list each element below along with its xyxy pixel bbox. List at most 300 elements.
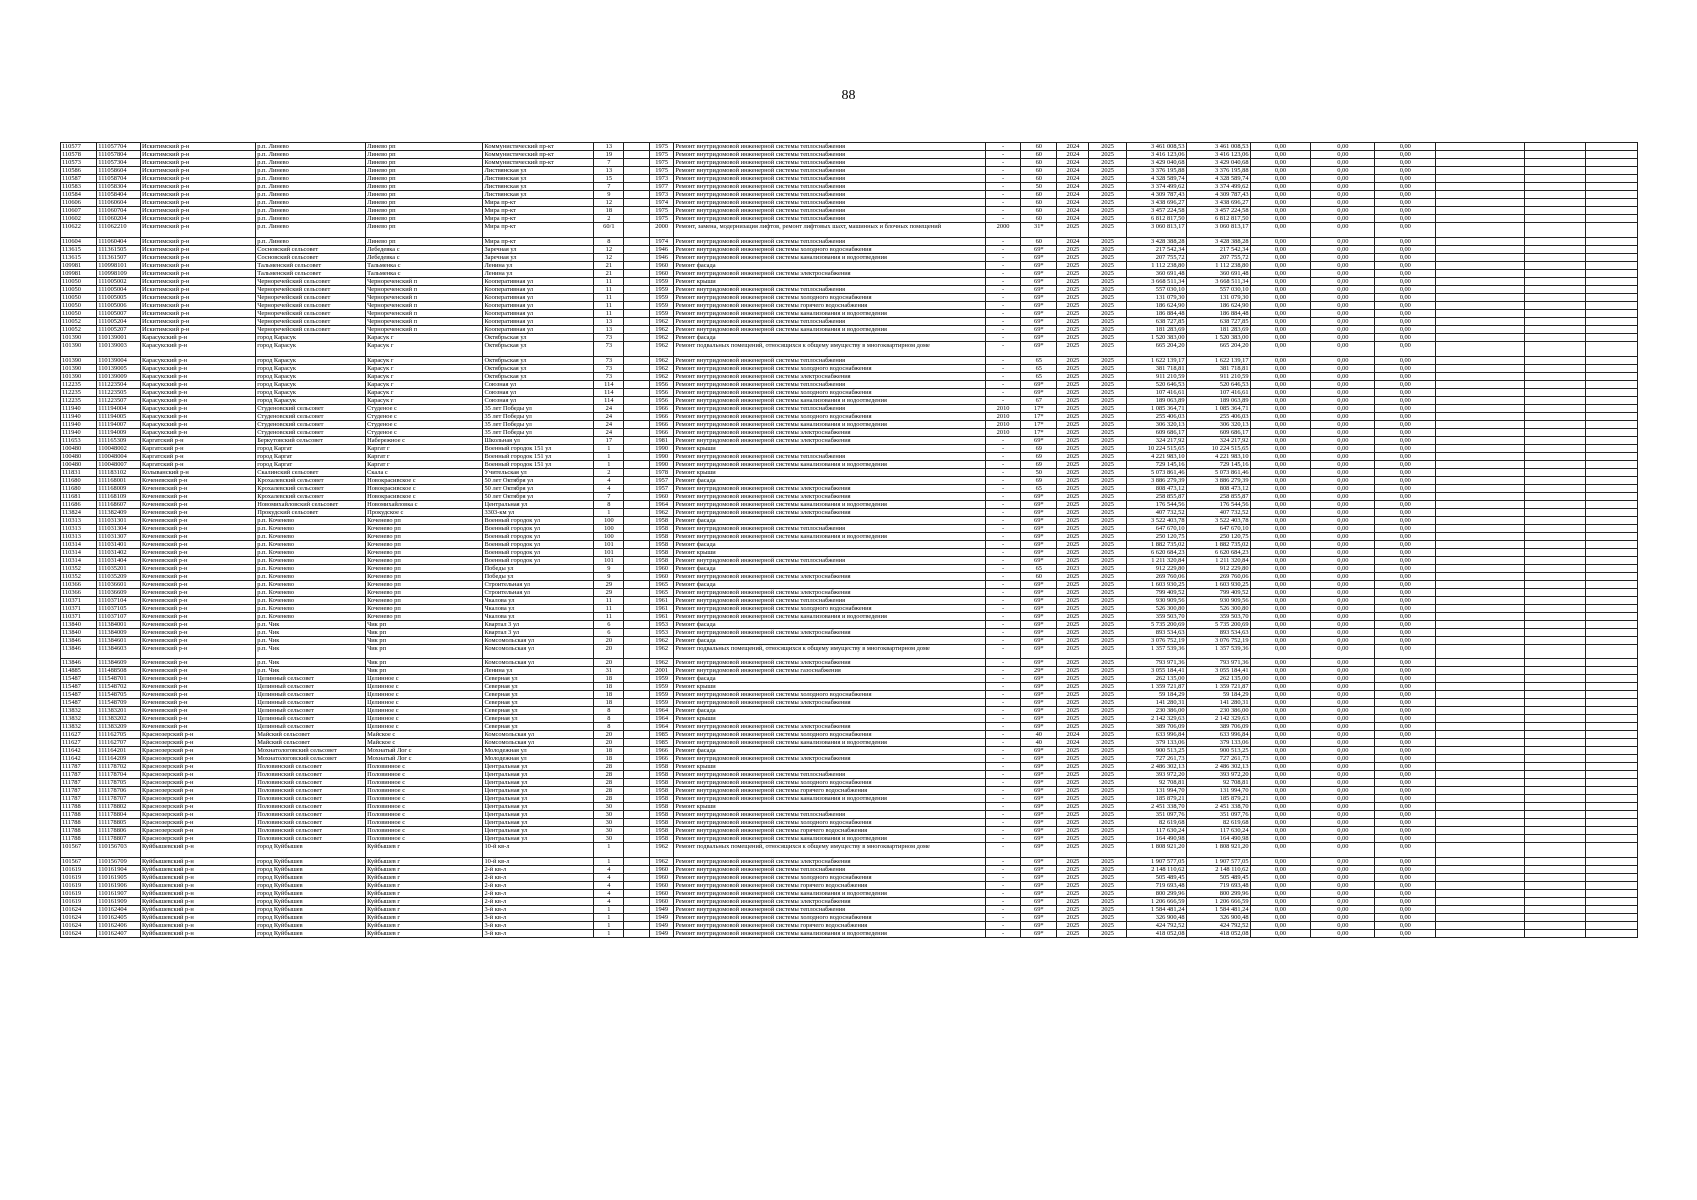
cell-total-cost: 520 646,53 bbox=[1126, 380, 1186, 388]
cell-last-repair-year: - bbox=[985, 460, 1020, 468]
cell-budget-local: 0,00 bbox=[1375, 572, 1436, 580]
cell-house-number: 29 bbox=[594, 580, 624, 588]
cell-empty bbox=[1585, 364, 1637, 372]
cell-plan-end: 2025 bbox=[1089, 819, 1126, 827]
cell-municipality: город Каргат bbox=[256, 452, 366, 460]
cell-empty bbox=[1524, 819, 1585, 827]
cell-empty bbox=[1524, 898, 1585, 906]
cell-house-id: 113832 bbox=[61, 723, 97, 731]
cell-year-built: 1964 bbox=[649, 707, 674, 715]
cell-work-id: 111005207 bbox=[97, 325, 141, 333]
cell-house-number: 114 bbox=[594, 380, 624, 388]
cell-budget-regional: 0,00 bbox=[1311, 285, 1375, 293]
cell-street: Союзная ул bbox=[483, 396, 594, 404]
cell-plan-end: 2025 bbox=[1089, 843, 1126, 858]
cell-building bbox=[624, 388, 650, 396]
cell-plan-start: 2025 bbox=[1057, 922, 1089, 930]
cell-plan-end: 2025 bbox=[1089, 428, 1126, 436]
cell-budget-regional: 0,00 bbox=[1311, 428, 1375, 436]
cell-budget-local: 0,00 bbox=[1375, 293, 1436, 301]
cell-wear: 69* bbox=[1021, 325, 1057, 333]
cell-work-id: 111488508 bbox=[97, 667, 141, 675]
cell-plan-end: 2025 bbox=[1089, 930, 1126, 938]
cell-building bbox=[624, 468, 650, 476]
cell-settlement: Каргат г bbox=[366, 460, 483, 468]
cell-work-id: 111178705 bbox=[97, 779, 141, 787]
cell-street: Мира пр-кт bbox=[483, 223, 594, 238]
cell-wear: 69* bbox=[1021, 620, 1057, 628]
cell-empty bbox=[1524, 444, 1585, 452]
cell-settlement: Целинное с bbox=[366, 707, 483, 715]
cell-empty bbox=[1524, 811, 1585, 819]
cell-building bbox=[624, 444, 650, 452]
cell-total-cost: 418 052,08 bbox=[1126, 930, 1186, 938]
cell-street: Листвянская ул bbox=[483, 191, 594, 199]
cell-building bbox=[624, 795, 650, 803]
cell-budget-federal: 0,00 bbox=[1250, 548, 1311, 556]
cell-plan-end: 2025 bbox=[1089, 452, 1126, 460]
cell-budget-federal: 0,00 bbox=[1250, 468, 1311, 476]
cell-work-type: Ремонт фасада bbox=[674, 636, 986, 644]
table-row bbox=[61, 858, 1638, 866]
cell-budget-federal: 0,00 bbox=[1250, 253, 1311, 261]
cell-house-id: 110371 bbox=[61, 612, 97, 620]
cell-street: Октябрьская ул bbox=[483, 356, 594, 364]
table-row bbox=[61, 223, 1638, 238]
cell-fund-cost: 262 135,00 bbox=[1186, 675, 1250, 683]
cell-wear: 69* bbox=[1021, 811, 1057, 819]
cell-last-repair-year: 2010 bbox=[985, 420, 1020, 428]
cell-year-built: 1977 bbox=[649, 183, 674, 191]
cell-municipality: город Каргат bbox=[256, 460, 366, 468]
cell-work-type: Ремонт внутридомовой инженерной системы холодного водоснабжения bbox=[674, 245, 986, 253]
table-row bbox=[61, 667, 1638, 675]
cell-empty bbox=[1436, 827, 1525, 835]
cell-district: Коченевский р-н bbox=[141, 556, 256, 564]
cell-fund-cost: 799 409,52 bbox=[1186, 588, 1250, 596]
cell-empty bbox=[1436, 659, 1525, 667]
cell-street: Центральная ул bbox=[483, 827, 594, 835]
cell-street: Военный городок ул bbox=[483, 540, 594, 548]
cell-empty bbox=[1585, 898, 1637, 906]
cell-building bbox=[624, 508, 650, 516]
cell-total-cost: 5 073 861,46 bbox=[1126, 468, 1186, 476]
cell-fund-cost: 59 184,29 bbox=[1186, 691, 1250, 699]
cell-municipality: р.п. Коченево bbox=[256, 596, 366, 604]
cell-house-id: 110586 bbox=[61, 167, 97, 175]
cell-wear: 69* bbox=[1021, 755, 1057, 763]
cell-house-id: 111787 bbox=[61, 763, 97, 771]
cell-house-number: 6 bbox=[594, 628, 624, 636]
cell-building bbox=[624, 556, 650, 564]
cell-last-repair-year: - bbox=[985, 580, 1020, 588]
cell-wear: 69* bbox=[1021, 747, 1057, 755]
cell-settlement: Линево рп bbox=[366, 237, 483, 245]
cell-building bbox=[624, 460, 650, 468]
table-row bbox=[61, 612, 1638, 620]
cell-total-cost: 1 603 930,25 bbox=[1126, 580, 1186, 588]
cell-empty bbox=[1524, 412, 1585, 420]
cell-street: Северная ул bbox=[483, 675, 594, 683]
cell-house-number: 1 bbox=[594, 858, 624, 866]
cell-wear: 69* bbox=[1021, 436, 1057, 444]
cell-budget-federal: 0,00 bbox=[1250, 199, 1311, 207]
cell-work-id: 111183102 bbox=[97, 468, 141, 476]
cell-house-number: 17 bbox=[594, 436, 624, 444]
cell-work-id: 111168109 bbox=[97, 492, 141, 500]
cell-empty bbox=[1524, 309, 1585, 317]
cell-last-repair-year: - bbox=[985, 261, 1020, 269]
cell-house-id: 101624 bbox=[61, 922, 97, 930]
cell-district: Коченевский р-н bbox=[141, 476, 256, 484]
cell-building bbox=[624, 452, 650, 460]
cell-year-built: 1961 bbox=[649, 612, 674, 620]
cell-settlement: Коченево рп bbox=[366, 612, 483, 620]
cell-total-cost: 207 755,72 bbox=[1126, 253, 1186, 261]
cell-empty bbox=[1524, 667, 1585, 675]
cell-empty bbox=[1436, 564, 1525, 572]
cell-empty bbox=[1524, 253, 1585, 261]
cell-settlement: Студеное с bbox=[366, 412, 483, 420]
cell-empty bbox=[1524, 771, 1585, 779]
cell-house-number: 18 bbox=[594, 675, 624, 683]
cell-settlement: Коченево рп bbox=[366, 580, 483, 588]
cell-work-id: 110162406 bbox=[97, 922, 141, 930]
cell-wear: 69* bbox=[1021, 715, 1057, 723]
cell-budget-regional: 0,00 bbox=[1311, 508, 1375, 516]
cell-total-cost: 217 542,34 bbox=[1126, 245, 1186, 253]
cell-empty bbox=[1436, 356, 1525, 364]
cell-total-cost: 5 735 200,69 bbox=[1126, 620, 1186, 628]
cell-budget-local: 0,00 bbox=[1375, 667, 1436, 675]
cell-plan-start: 2025 bbox=[1057, 301, 1089, 309]
cell-total-cost: 3 428 388,28 bbox=[1126, 237, 1186, 245]
cell-budget-regional: 0,00 bbox=[1311, 364, 1375, 372]
cell-empty bbox=[1436, 468, 1525, 476]
cell-building bbox=[624, 143, 650, 151]
cell-street: 50 лет Октября ул bbox=[483, 492, 594, 500]
cell-house-number: 21 bbox=[594, 261, 624, 269]
cell-total-cost: 930 909,56 bbox=[1126, 596, 1186, 604]
cell-empty bbox=[1524, 707, 1585, 715]
cell-work-type: Ремонт внутридомовой инженерной системы канализования и водоотведения bbox=[674, 253, 986, 261]
cell-house-id: 113846 bbox=[61, 659, 97, 667]
cell-settlement: Коченево рп bbox=[366, 516, 483, 524]
cell-budget-federal: 0,00 bbox=[1250, 223, 1311, 238]
cell-wear: 69* bbox=[1021, 922, 1057, 930]
cell-empty bbox=[1585, 325, 1637, 333]
cell-wear: 69* bbox=[1021, 556, 1057, 564]
cell-total-cost: 1 520 383,00 bbox=[1126, 333, 1186, 341]
cell-house-id: 112235 bbox=[61, 380, 97, 388]
cell-budget-regional: 0,00 bbox=[1311, 500, 1375, 508]
cell-work-id: 110139004 bbox=[97, 356, 141, 364]
cell-budget-regional: 0,00 bbox=[1311, 636, 1375, 644]
cell-wear: 50 bbox=[1021, 468, 1057, 476]
cell-budget-local: 0,00 bbox=[1375, 699, 1436, 707]
cell-work-type: Ремонт внутридомовой инженерной системы горячего водоснабжения bbox=[674, 301, 986, 309]
cell-empty bbox=[1524, 167, 1585, 175]
cell-last-repair-year: - bbox=[985, 930, 1020, 938]
cell-budget-regional: 0,00 bbox=[1311, 699, 1375, 707]
cell-fund-cost: 306 320,13 bbox=[1186, 420, 1250, 428]
cell-empty bbox=[1585, 739, 1637, 747]
cell-house-id: 111788 bbox=[61, 811, 97, 819]
cell-district: Искитимский р-н bbox=[141, 151, 256, 159]
cell-house-number: 101 bbox=[594, 548, 624, 556]
cell-budget-regional: 0,00 bbox=[1311, 540, 1375, 548]
cell-settlement: Половинное с bbox=[366, 811, 483, 819]
cell-empty bbox=[1585, 277, 1637, 285]
cell-total-cost: 1 085 364,71 bbox=[1126, 404, 1186, 412]
cell-fund-cost: 185 879,21 bbox=[1186, 795, 1250, 803]
cell-street: Военный городок ул bbox=[483, 524, 594, 532]
cell-budget-regional: 0,00 bbox=[1311, 191, 1375, 199]
cell-plan-end: 2025 bbox=[1089, 269, 1126, 277]
cell-house-number: 13 bbox=[594, 143, 624, 151]
cell-district: Краснозерский р-н bbox=[141, 771, 256, 779]
cell-empty bbox=[1524, 747, 1585, 755]
cell-plan-start: 2025 bbox=[1057, 364, 1089, 372]
cell-work-type: Ремонт фасада bbox=[674, 476, 986, 484]
cell-budget-federal: 0,00 bbox=[1250, 508, 1311, 516]
cell-last-repair-year: 2000 bbox=[985, 223, 1020, 238]
cell-total-cost: 4 221 983,10 bbox=[1126, 452, 1186, 460]
cell-last-repair-year: - bbox=[985, 914, 1020, 922]
cell-empty bbox=[1436, 277, 1525, 285]
cell-building bbox=[624, 572, 650, 580]
cell-empty bbox=[1436, 548, 1525, 556]
cell-fund-cost: 1 622 139,17 bbox=[1186, 356, 1250, 364]
cell-empty bbox=[1436, 428, 1525, 436]
cell-street: Коммунистический пр-кт bbox=[483, 159, 594, 167]
cell-municipality: р.п. Линево bbox=[256, 151, 366, 159]
cell-street: Школьная ул bbox=[483, 436, 594, 444]
cell-building bbox=[624, 245, 650, 253]
cell-settlement: Карасук г bbox=[366, 333, 483, 341]
cell-budget-regional: 0,00 bbox=[1311, 691, 1375, 699]
cell-building bbox=[624, 191, 650, 199]
cell-budget-local: 0,00 bbox=[1375, 898, 1436, 906]
cell-district: Коченевский р-н bbox=[141, 707, 256, 715]
cell-building bbox=[624, 691, 650, 699]
cell-empty bbox=[1585, 763, 1637, 771]
cell-year-built: 1960 bbox=[649, 882, 674, 890]
cell-wear: 69* bbox=[1021, 612, 1057, 620]
table-row bbox=[61, 874, 1638, 882]
cell-street: Северная ул bbox=[483, 723, 594, 731]
cell-settlement: Коченево рп bbox=[366, 524, 483, 532]
cell-municipality: р.п. Линево bbox=[256, 237, 366, 245]
cell-total-cost: 117 630,24 bbox=[1126, 827, 1186, 835]
cell-budget-federal: 0,00 bbox=[1250, 388, 1311, 396]
cell-budget-local: 0,00 bbox=[1375, 858, 1436, 866]
cell-district: Коченевский р-н bbox=[141, 500, 256, 508]
cell-district: Искитимский р-н bbox=[141, 223, 256, 238]
cell-district: Коченевский р-н bbox=[141, 508, 256, 516]
cell-building bbox=[624, 755, 650, 763]
cell-building bbox=[624, 309, 650, 317]
cell-work-type: Ремонт внутридомовой инженерной системы теплоснабжения bbox=[674, 285, 986, 293]
table-row bbox=[61, 580, 1638, 588]
cell-last-repair-year: - bbox=[985, 771, 1020, 779]
cell-last-repair-year: - bbox=[985, 731, 1020, 739]
cell-settlement: Линево рп bbox=[366, 207, 483, 215]
cell-empty bbox=[1436, 516, 1525, 524]
cell-budget-federal: 0,00 bbox=[1250, 524, 1311, 532]
table-row bbox=[61, 683, 1638, 691]
cell-year-built: 1962 bbox=[649, 508, 674, 516]
cell-building bbox=[624, 159, 650, 167]
cell-house-id: 111940 bbox=[61, 420, 97, 428]
cell-empty bbox=[1585, 452, 1637, 460]
cell-wear: 69* bbox=[1021, 269, 1057, 277]
cell-plan-start: 2024 bbox=[1057, 199, 1089, 207]
cell-fund-cost: 141 280,31 bbox=[1186, 699, 1250, 707]
cell-last-repair-year: - bbox=[985, 659, 1020, 667]
cell-house-id: 111680 bbox=[61, 484, 97, 492]
cell-district: Искитимский р-н bbox=[141, 215, 256, 223]
cell-budget-local: 0,00 bbox=[1375, 436, 1436, 444]
cell-budget-local: 0,00 bbox=[1375, 628, 1436, 636]
cell-empty bbox=[1524, 223, 1585, 238]
cell-street: Октябрьская ул bbox=[483, 364, 594, 372]
cell-building bbox=[624, 175, 650, 183]
cell-year-built: 1974 bbox=[649, 199, 674, 207]
cell-house-id: 101619 bbox=[61, 866, 97, 874]
cell-district: Карасукский р-н bbox=[141, 356, 256, 364]
cell-work-id: 110048002 bbox=[97, 444, 141, 452]
cell-plan-end: 2025 bbox=[1089, 874, 1126, 882]
cell-budget-federal: 0,00 bbox=[1250, 428, 1311, 436]
cell-district: Коченевский р-н bbox=[141, 572, 256, 580]
cell-municipality: р.п. Коченево bbox=[256, 556, 366, 564]
cell-house-number: 18 bbox=[594, 747, 624, 755]
cell-work-id: 110048007 bbox=[97, 460, 141, 468]
cell-empty bbox=[1524, 763, 1585, 771]
cell-municipality: город Карасук bbox=[256, 364, 366, 372]
cell-empty bbox=[1585, 890, 1637, 898]
cell-year-built: 1960 bbox=[649, 261, 674, 269]
cell-district: Коченевский р-н bbox=[141, 683, 256, 691]
cell-work-type: Ремонт внутридомовой инженерной системы холодного водоснабжения bbox=[674, 412, 986, 420]
cell-municipality: город Куйбышев bbox=[256, 898, 366, 906]
cell-house-id: 110313 bbox=[61, 532, 97, 540]
cell-building bbox=[624, 285, 650, 293]
cell-municipality: Черноречейский сельсовет bbox=[256, 285, 366, 293]
cell-work-id: 111060604 bbox=[97, 199, 141, 207]
cell-street: Кооперативная ул bbox=[483, 325, 594, 333]
cell-empty bbox=[1436, 540, 1525, 548]
cell-budget-local: 0,00 bbox=[1375, 795, 1436, 803]
cell-budget-federal: 0,00 bbox=[1250, 675, 1311, 683]
cell-settlement: Карасук г bbox=[366, 356, 483, 364]
cell-plan-end: 2025 bbox=[1089, 532, 1126, 540]
cell-municipality: город Куйбышев bbox=[256, 843, 366, 858]
table-row bbox=[61, 556, 1638, 564]
cell-budget-local: 0,00 bbox=[1375, 444, 1436, 452]
cell-building bbox=[624, 683, 650, 691]
cell-empty bbox=[1585, 215, 1637, 223]
cell-plan-end: 2025 bbox=[1089, 261, 1126, 269]
cell-empty bbox=[1524, 779, 1585, 787]
cell-year-built: 1959 bbox=[649, 309, 674, 317]
cell-building bbox=[624, 779, 650, 787]
cell-budget-federal: 0,00 bbox=[1250, 183, 1311, 191]
cell-plan-end: 2025 bbox=[1089, 906, 1126, 914]
cell-empty bbox=[1436, 715, 1525, 723]
cell-empty bbox=[1585, 476, 1637, 484]
table-row bbox=[61, 620, 1638, 628]
cell-plan-end: 2025 bbox=[1089, 715, 1126, 723]
cell-building bbox=[624, 811, 650, 819]
cell-budget-regional: 0,00 bbox=[1311, 215, 1375, 223]
cell-budget-federal: 0,00 bbox=[1250, 787, 1311, 795]
cell-settlement: Куйбышев г bbox=[366, 930, 483, 938]
cell-work-type: Ремонт внутридомовой инженерной системы канализования и водоотведения bbox=[674, 532, 986, 540]
cell-plan-end: 2025 bbox=[1089, 612, 1126, 620]
cell-house-number: 30 bbox=[594, 835, 624, 843]
cell-work-id: 111361505 bbox=[97, 245, 141, 253]
cell-wear: 69* bbox=[1021, 819, 1057, 827]
cell-work-id: 111031304 bbox=[97, 524, 141, 532]
cell-work-type: Ремонт внутридомовой инженерной системы теплоснабжения bbox=[674, 524, 986, 532]
cell-last-repair-year: - bbox=[985, 293, 1020, 301]
cell-total-cost: 351 097,76 bbox=[1126, 811, 1186, 819]
cell-last-repair-year: - bbox=[985, 245, 1020, 253]
cell-total-cost: 800 299,96 bbox=[1126, 890, 1186, 898]
cell-work-type: Ремонт внутридомовой инженерной системы теплоснабжения bbox=[674, 317, 986, 325]
cell-last-repair-year: - bbox=[985, 683, 1020, 691]
cell-total-cost: 1 584 481,24 bbox=[1126, 906, 1186, 914]
cell-settlement: Линево рп bbox=[366, 159, 483, 167]
cell-house-number: 28 bbox=[594, 763, 624, 771]
cell-plan-start: 2025 bbox=[1057, 866, 1089, 874]
table-row bbox=[61, 572, 1638, 580]
cell-budget-regional: 0,00 bbox=[1311, 731, 1375, 739]
cell-year-built: 1960 bbox=[649, 898, 674, 906]
cell-fund-cost: 1 112 238,80 bbox=[1186, 261, 1250, 269]
cell-municipality: р.п. Коченево bbox=[256, 580, 366, 588]
cell-empty bbox=[1524, 604, 1585, 612]
cell-plan-start: 2024 bbox=[1057, 731, 1089, 739]
cell-budget-regional: 0,00 bbox=[1311, 341, 1375, 356]
cell-settlement: Линево рп bbox=[366, 223, 483, 238]
cell-empty bbox=[1436, 412, 1525, 420]
cell-budget-local: 0,00 bbox=[1375, 827, 1436, 835]
cell-plan-start: 2025 bbox=[1057, 420, 1089, 428]
cell-budget-federal: 0,00 bbox=[1250, 604, 1311, 612]
cell-last-repair-year: - bbox=[985, 199, 1020, 207]
cell-year-built: 1960 bbox=[649, 269, 674, 277]
cell-year-built: 1959 bbox=[649, 285, 674, 293]
cell-wear: 69* bbox=[1021, 858, 1057, 866]
cell-work-type: Ремонт внутридомовой инженерной системы электроснабжения bbox=[674, 572, 986, 580]
cell-work-id: 111194005 bbox=[97, 412, 141, 420]
cell-plan-start: 2025 bbox=[1057, 253, 1089, 261]
cell-street: Комсомольская ул bbox=[483, 644, 594, 659]
cell-municipality: Тальменский сельсовет bbox=[256, 269, 366, 277]
table-row bbox=[61, 532, 1638, 540]
cell-total-cost: 727 261,73 bbox=[1126, 755, 1186, 763]
cell-house-id: 111788 bbox=[61, 835, 97, 843]
cell-budget-local: 0,00 bbox=[1375, 763, 1436, 771]
cell-wear: 69* bbox=[1021, 261, 1057, 269]
cell-street: Октябрьская ул bbox=[483, 333, 594, 341]
cell-empty bbox=[1585, 309, 1637, 317]
cell-work-id: 111031301 bbox=[97, 516, 141, 524]
cell-empty bbox=[1585, 468, 1637, 476]
